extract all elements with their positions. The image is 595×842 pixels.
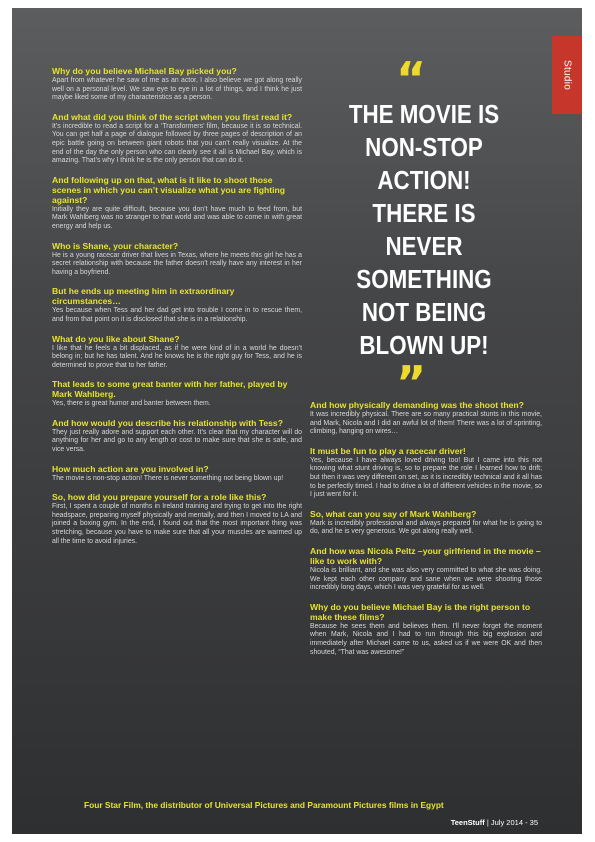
question: And how would you describe his relationship with Tess?: [52, 417, 283, 428]
question: It must be fun to play a racecar driver!: [310, 445, 466, 456]
question: How much action are you involved in?: [52, 463, 209, 474]
answer: Yes, because I have always loved driving too! But I came into this not knowing what stunt driving is, so to prepare the role I learned how to drift; but then it was very different on set, as it is incredibly technical and it all has to be perfectly timed. I had to drive a lot of different vehicles in the movie, so I just went for it.: [310, 456, 542, 499]
answer: Initially they are quite difficult, because you don’t have much to feed from, but Mark Wahlberg was no stranger to that world and was able to come in with great energy and help us.: [52, 205, 302, 230]
magazine-brand: TeenStuff: [450, 818, 485, 827]
qa-block: [52, 112, 302, 166]
answer: It was incredibly physical. There are so many practical stunts in this movie, and Mark, Nicola and I did an awful lot of them! There was a lot of sprinting, climbing, hanging on wires…: [310, 411, 542, 436]
question: So, what can you say of Mark Wahlberg?: [310, 508, 477, 519]
pull-quote: THE MOVIE IS NON-STOP ACTION! THERE IS NEVER SOMETHING NOT BEING BLOWN UP!: [348, 99, 500, 360]
qa-block: [310, 546, 542, 593]
qa-block: [310, 602, 542, 657]
question: And how was Nicola Peltz –your girlfriend in the movie – like to work with?: [310, 545, 541, 566]
qa-block: [52, 379, 302, 409]
answer: Mark is incredibly professional and always prepared for what he is going to do, and he is very generous. We got along really well.: [310, 519, 542, 536]
answer: Because he sees them and believes them. I’ll never forget the moment when Mark, Nicola and I had to run through this big explosion and immediately after Michael came to us, asked us if we were OK and then shouted, “That was awesome!”: [310, 622, 542, 656]
question: Why do you believe Michael Bay is the right person to make these films?: [310, 601, 531, 622]
qa-block: [310, 400, 542, 437]
left-column: [52, 66, 302, 555]
issue-page-number: | July 2014 - 35: [484, 818, 538, 827]
open-quote-mark: “: [396, 52, 427, 106]
question: And following up on that, what is it like to shoot those scenes in which you can’t visualize what you are fighting against?: [52, 174, 286, 205]
answer: Nicola is brilliant, and she was also very committed to what she was doing. We kept each other company and sane when we were shooting those incredibly long days, which I was very grateful for as well.: [310, 566, 542, 592]
question: Why do you believe Michael Bay picked you?: [52, 66, 237, 76]
qa-block: [310, 509, 542, 537]
qa-block: [52, 241, 302, 278]
answer: They just really adore and support each other. It’s clear that my character will do anything for her and go to any length or cost to make sure that she is safe, and vice versa.: [52, 428, 302, 454]
qa-block: [52, 286, 302, 324]
qa-block: [52, 334, 302, 371]
question: What do you like about Shane?: [52, 333, 180, 344]
qa-block: [310, 446, 542, 500]
qa-block: [52, 175, 302, 232]
answer: Yes, there is great humor and banter between them.: [52, 400, 211, 408]
answer: The movie is non-stop action! There is never something not being blown up!: [52, 474, 284, 482]
answer: Yes because when Tess and her dad get into trouble I come in to rescue them, and from that point on it is disclosed that she is in a relationship.: [52, 307, 302, 323]
qa-block: [52, 418, 302, 455]
qa-block: [52, 66, 302, 103]
right-column: [310, 400, 542, 666]
qa-block: [52, 464, 302, 484]
section-tab-label: Studio: [561, 59, 573, 91]
question: But he ends up meeting him in extraordinary circumstances…: [52, 286, 235, 307]
section-tab: [552, 36, 582, 114]
answer: First, I spent a couple of months in Ireland training and trying to get into the right headspace, preparing myself physically and mentally, and then I moved to LA and joined a boxing gym. In the end, I found out that the most important thing was stretching, because you have to make sure that all your muscles are warmed up all the time to avoid injuries.: [52, 503, 302, 545]
qa-block: [52, 492, 302, 546]
magazine-page: [12, 8, 582, 834]
question: And how physically demanding was the shoot then?: [310, 400, 524, 410]
distributor-credit: Four Star Film, the distributor of Universal Pictures and Paramount Pictures films in Egypt: [84, 800, 444, 810]
question: Who is Shane, your character?: [52, 240, 179, 251]
question: That leads to some great banter with her father, played by Mark Wahlberg.: [52, 379, 288, 400]
answer: I like that he feels a bit displaced, as if he were kind of in a world he doesn’t belong in; but he has talent. And he knows he is the right guy for Tess, and he is determined to prove that to her father.: [52, 344, 302, 369]
answer: He is a young racecar driver that lives in Texas, where he meets this girl he has a secret relationship with because the father doesn’t really have any interest in her having a boyfriend.: [52, 251, 302, 276]
answer: Apart from whatever he saw of me as an actor, I also believe we got along really well on a personal level. We saw eye to eye in a lot of things, and I think he just maybe liked some of my characteristics as a person.: [52, 77, 302, 102]
question: So, how did you prepare yourself for a role like this?: [52, 492, 267, 503]
close-quote-mark: ”: [396, 356, 427, 410]
question: And what did you think of the script when you first read it?: [52, 111, 293, 122]
answer: It’s incredible to read a script for a ‘Transformers’ film, because it is so technical. You can get half a page of dialogue followed by three pages of description of an epic battle going on between giant robots that you can’t really visualize. At the end of the day the only person who can clearly see it all is Michael Bay, which is amazing. That’s why I think he is the only person that can do it.: [52, 122, 302, 165]
page-footer: [451, 818, 538, 828]
